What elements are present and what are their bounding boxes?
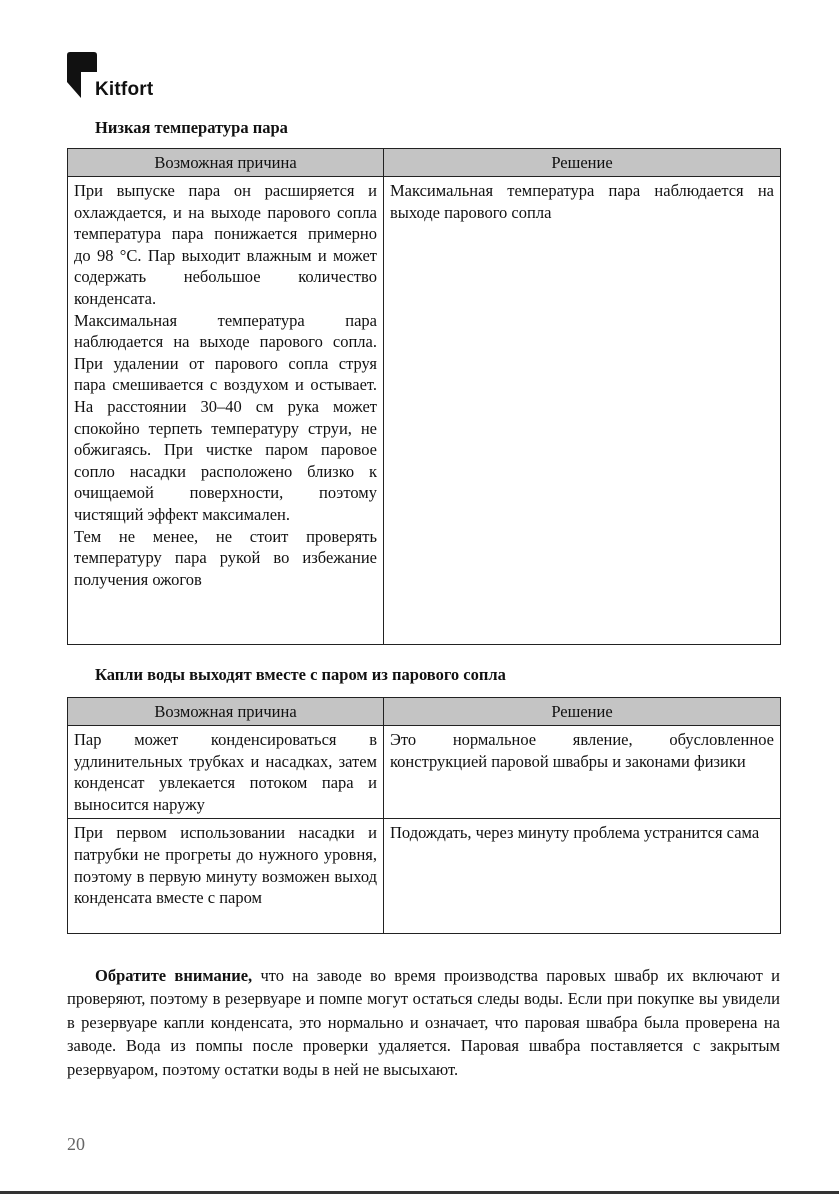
troubleshooting-table-water-drops — [67, 697, 781, 934]
table-header-row — [68, 698, 781, 726]
note-text: что на заводе во время производства паровых швабр их включают и проверяют, поэтому в резервуаре и помпе могут остаться следы воды. Если при покупке вы увидели в резервуаре капли конденсата, это нормально и означает, что паровая швабра была проверена на заводе. Вода из помпы после проверки удаляется. Паровая швабра поставляется с закрытым резервуаром, поэтому остатки воды в ней не высыхают. — [67, 966, 781, 1079]
cause-text: При выпуске пара он расширяется и охлаждается, и на выходе парового сопла температура пара понижается примерно до 98 °С. Пар выходит влажным и может содержать небольшое количество конденсата. Максимальная температура пара наблюдается на выходе парового сопла. При удалении от парового сопла струя пара смешивается с воздухом и остывает. На расстоянии 30–40 см рука может спокойно терпеть температуру струи, не обжигаясь. При чистке паром паровое сопло насадки расположено близко к очищаемой поверхности, поэтому чистящий эффект максимален. Тем не менее, не стоит проверять температуру пара рукой во избежание получения ожогов — [74, 181, 377, 589]
solution-cell: Подождать, через минуту проблема устранится сама — [384, 819, 781, 934]
column-header-cause: Возможная причина — [68, 149, 384, 177]
table-row — [68, 177, 781, 645]
section-title-water-drops: Капли воды выходят вместе с паром из парового сопла — [95, 665, 506, 684]
table-header-row — [68, 149, 781, 177]
cause-cell: Пар может конденсироваться в удлинительных трубках и насадках, затем конденсат увлекается потоком пара и выносится наружу — [68, 726, 384, 819]
column-header-solution: Решение — [384, 698, 781, 726]
table-row — [68, 726, 781, 819]
troubleshooting-table-low-temperature — [67, 148, 781, 645]
note-lead: Обратите внимание, — [95, 966, 253, 985]
kitfort-logo-icon — [67, 52, 97, 100]
solution-cell: Максимальная температура пара наблюдается на выходе парового сопла — [384, 177, 781, 645]
kitfort-logo — [67, 52, 187, 102]
note-paragraph — [67, 964, 780, 1081]
solution-cell: Это нормальное явление, обусловленное конструкцией паровой швабры и законами физики — [384, 726, 781, 819]
table-row — [68, 819, 781, 934]
column-header-solution: Решение — [384, 149, 781, 177]
page-number: 20 — [67, 1134, 85, 1154]
column-header-cause: Возможная причина — [68, 698, 384, 726]
cause-cell: При первом использовании насадки и патрубки не прогреты до нужного уровня, поэтому в первую минуту возможен выход конденсата вместе с паром — [68, 819, 384, 934]
cause-cell — [68, 177, 384, 645]
section-title-low-temperature: Низкая температура пара — [95, 118, 288, 137]
brand-name: Kitfort — [95, 79, 154, 100]
